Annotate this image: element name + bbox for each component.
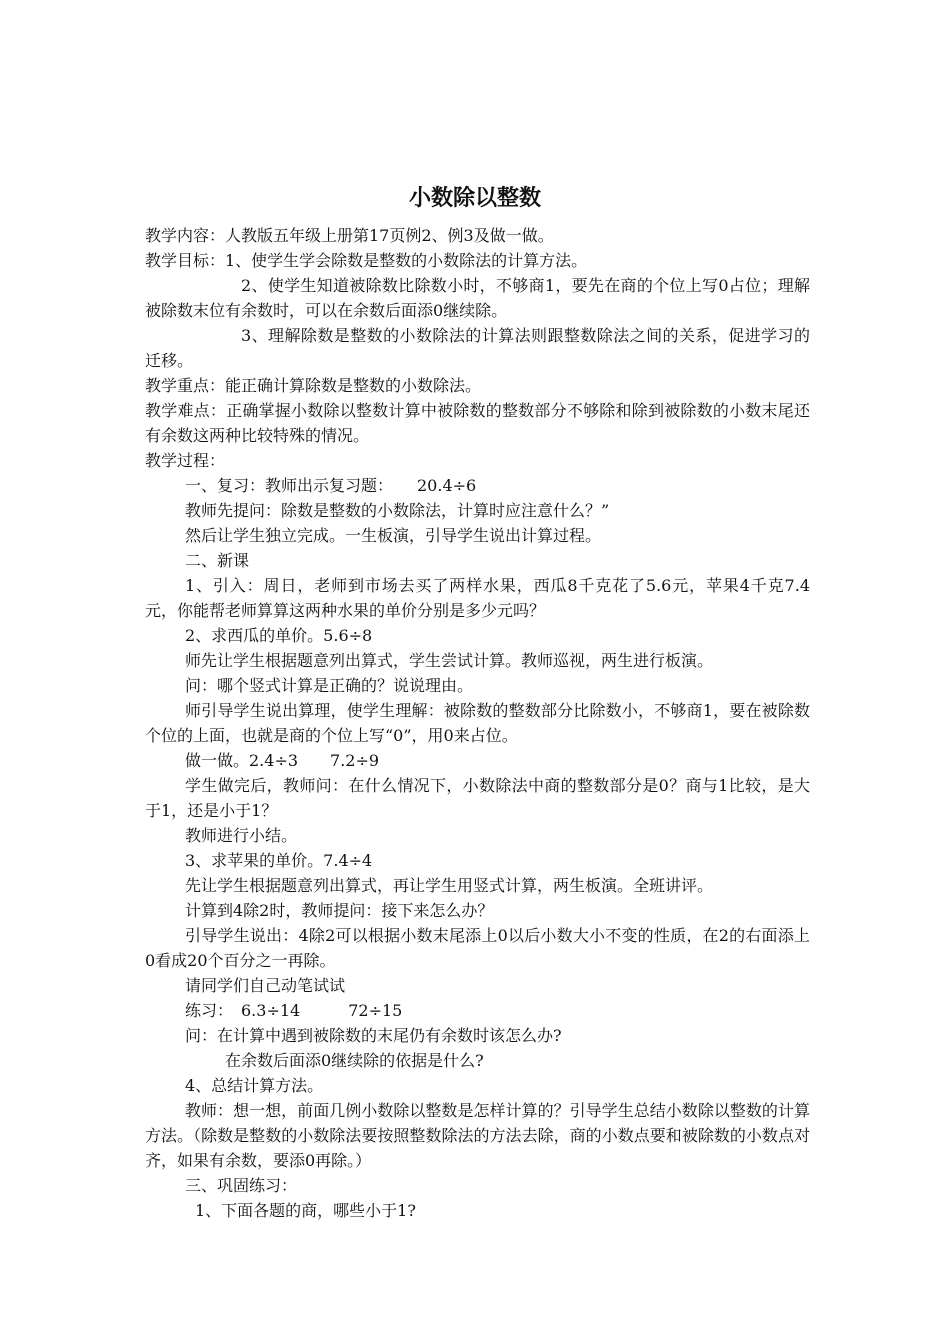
paragraph-student-try: 师先让学生根据题意列出算式，学生尝试计算。教师巡视，两生进行板演。 <box>185 651 714 670</box>
paragraph-question: 教师先提问：除数是整数的小数除法，计算时应注意什么？” <box>185 501 610 520</box>
paragraph-key-point: 教学重点：能正确计算除数是整数的小数除法。 <box>145 376 482 395</box>
paragraph-method: 教师：想一想，前面几例小数除以整数是怎样计算的？引导学生总结小数除以整数的计算方法。（除数是整数的小数除法要按照整数除法的方法去除，商的小数点要和被除数的小数点对齐，如果有余数，要添0再除。） <box>145 1101 810 1170</box>
paragraph-which-correct: 问：哪个竖式计算是正确的？说说理由。 <box>185 676 474 695</box>
paragraph-objective-2: 2、使学生知道被除数比除数小时，不够商1，要先在商的个位上写0占位；理解被除数末位有余数时，可以在余数后面添0继续除。 <box>145 276 810 320</box>
paragraph-consolidate: 三、巩固练习： <box>185 1176 298 1195</box>
paragraph-teacher-asks: 学生做完后，教师问：在什么情况下，小数除法中商的整数部分是0？商与1比较，是大于1，还是小于1？ <box>145 776 810 820</box>
paragraph-new-lesson: 二、新课 <box>185 551 250 570</box>
paragraph-watermelon: 2、求西瓜的单价。5.6÷8 <box>185 626 373 645</box>
paragraph-apple: 3、求苹果的单价。7.4÷4 <box>185 851 373 870</box>
document-title: 小数除以整数 <box>408 186 541 211</box>
paragraph-independent: 然后让学生独立完成。一生板演，引导学生说出计算过程。 <box>185 526 602 545</box>
paragraph-content: 教学内容：人教版五年级上册第17页例2、例3及做一做。 <box>145 226 554 245</box>
paragraph-process: 教学过程： <box>145 451 226 470</box>
paragraph-intro: 1、引入：周日，老师到市场去买了两样水果，西瓜8千克花了5.6元，苹果4千克7.4元，你能帮老师算算这两种水果的单价分别是多少元吗？ <box>145 576 810 620</box>
paragraph-objectives: 教学目标：1、使学生学会除数是整数的小数除法的计算方法。 <box>145 251 588 270</box>
paragraph-next-step: 计算到4除2时，教师提问：接下来怎么办？ <box>185 901 494 920</box>
paragraph-objective-3: 3、理解除数是整数的小数除法的计算法则跟整数除法之间的关系，促进学习的迁移。 <box>145 326 810 370</box>
paragraph-guide: 引导学生说出：4除2可以根据小数末尾添上0以后小数大小不变的性质，在2的右面添上0看成20个百分之一再除。 <box>145 926 810 970</box>
paragraph-difficulty: 教学难点：正确掌握小数除以整数计算中被除数的整数部分不够除和除到被除数的小数末尾还有余数这两种比较特殊的情况。 <box>145 401 810 445</box>
paragraph-conclude: 4、总结计算方法。 <box>185 1076 324 1095</box>
paragraph-remainder-question: 问：在计算中遇到被除数的末尾仍有余数时该怎么办? <box>185 1026 562 1045</box>
paragraph-basis-question: 在余数后面添0继续除的依据是什么? <box>225 1051 484 1070</box>
paragraph-summary: 教师进行小结。 <box>185 826 298 845</box>
paragraph-try-it: 做一做。2.4÷3 7.2÷9 <box>185 751 380 770</box>
document-body <box>145 223 810 1223</box>
paragraph-practice: 练习： 6.3÷14 72÷15 <box>185 1001 403 1020</box>
paragraph-vertical-calc: 先让学生根据题意列出算式，再让学生用竖式计算，两生板演。全班讲评。 <box>185 876 714 895</box>
paragraph-reasoning: 师引导学生说出算理，使学生理解：被除数的整数部分比除数小，不够商1，要在被除数个位的上面，也就是商的个位上写“0”，用0来占位。 <box>145 701 810 745</box>
paragraph-exercise-1: 1、下面各题的商，哪些小于1? <box>195 1201 416 1220</box>
paragraph-review: 一、复习：教师出示复习题： 20.4÷6 <box>185 476 477 495</box>
paragraph-try-yourself: 请同学们自己动笔试试 <box>185 976 346 995</box>
